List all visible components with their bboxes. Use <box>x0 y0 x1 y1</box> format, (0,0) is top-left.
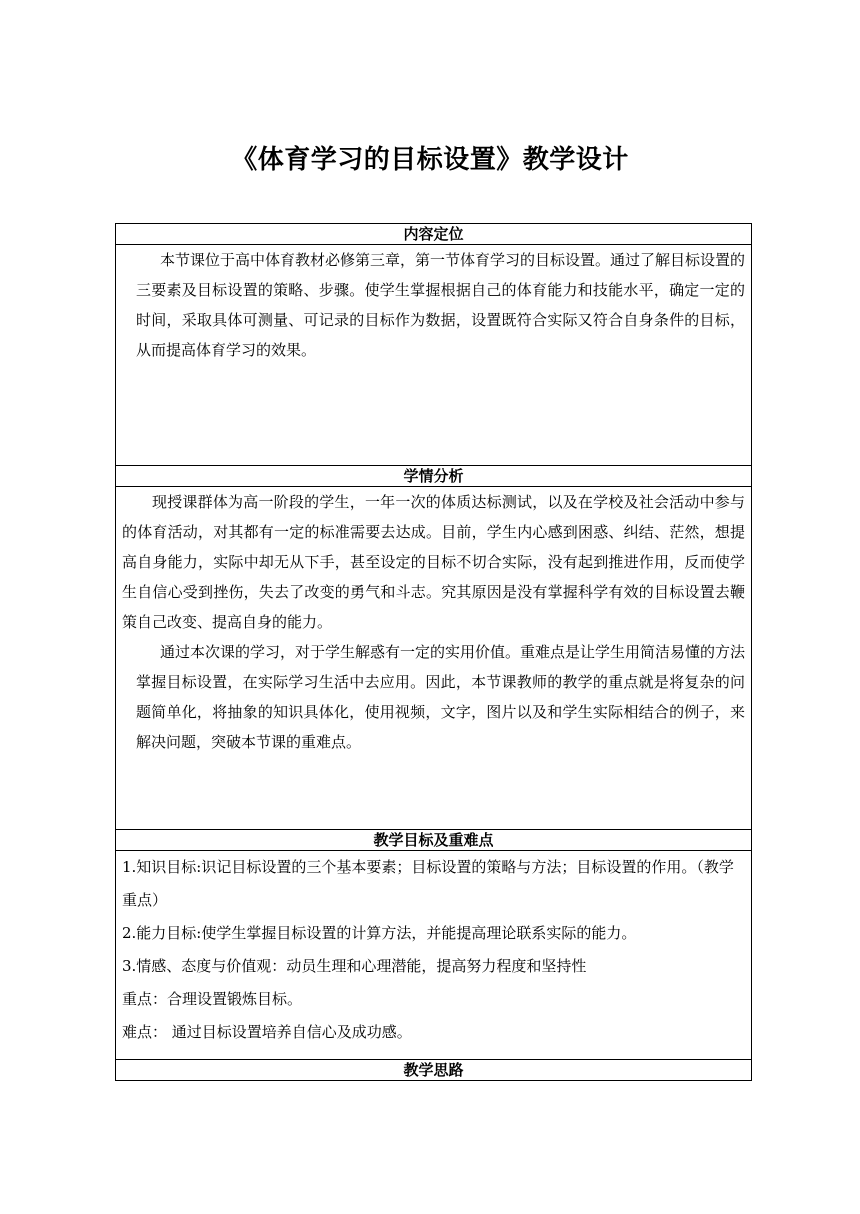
section-body-row-goals <box>116 851 752 1060</box>
difficult-point: 难点： 通过目标设置培养自信心及成功感。 <box>122 1023 412 1041</box>
section-header-approach: 教学思路 <box>116 1060 752 1081</box>
section-body-analysis <box>116 487 752 830</box>
section-header-content: 内容定位 <box>116 224 752 245</box>
section-header-goals: 教学目标及重难点 <box>116 830 752 851</box>
section-body-goals <box>116 851 752 1060</box>
analysis-paragraph-2: 通过本次课的学习，对于学生解惑有一定的实用价值。重难点是让学生用简洁易懂的方法掌握目标设置，在实际学习生活中去应用。因此，本节课教师的教学的重点就是将复杂的问题简单化，将抽象的知识具体化，使用视频，文字，图片以及和学生实际相结合的例子，来解决问题，突破本节课的重难点。 <box>136 643 746 751</box>
section-body-content <box>116 245 752 466</box>
section-header-row-goals <box>116 830 752 851</box>
analysis-paragraph-1: 现授课群体为高一阶段的学生，一年一次的体质达标测试，以及在学校及社会活动中参与的体育活动，对其都有一定的标准需要去达成。目前，学生内心感到困惑、纠结、茫然，想提高自身能力，实际中却无从下手，甚至设定的目标不切合实际，没有起到推进作用，反而使学生自信心受到挫伤，失去了改变的勇气和斗志。究其原因是没有掌握科学有效的目标设置去鞭策自己改变、提高自身的能力。 <box>122 493 745 631</box>
lesson-design-table <box>115 223 752 1081</box>
content-paragraph: 本节课位于高中体育教材必修第三章，第一节体育学习的目标设置。通过了解目标设置的三要素及目标设置的策略、步骤。使学生掌握根据自己的体育能力和技能水平，确定一定的时间，采取具体可测量、可记录的目标作为数据，设置既符合实际又符合自身条件的目标，从而提高体育学习的效果。 <box>136 251 746 359</box>
goal-knowledge: 1.知识目标:识记目标设置的三个基本要素；目标设置的策略与方法；目标设置的作用。（教学重点） <box>122 858 734 909</box>
section-header-row-approach <box>116 1060 752 1081</box>
section-body-row-content <box>116 245 752 466</box>
document-title: 《体育学习的目标设置》教学设计 <box>231 145 629 175</box>
section-header-row-analysis <box>116 466 752 487</box>
section-body-row-analysis <box>116 487 752 830</box>
section-header-row-content <box>116 224 752 245</box>
key-point: 重点：合理设置锻炼目标。 <box>122 990 303 1008</box>
section-header-analysis: 学情分析 <box>116 466 752 487</box>
goal-ability: 2.能力目标:使学生掌握目标设置的计算方法，并能提高理论联系实际的能力。 <box>122 924 637 942</box>
goal-emotion: 3.情感、态度与价值观：动员生理和心理潜能，提高努力程度和坚持性 <box>122 957 587 975</box>
